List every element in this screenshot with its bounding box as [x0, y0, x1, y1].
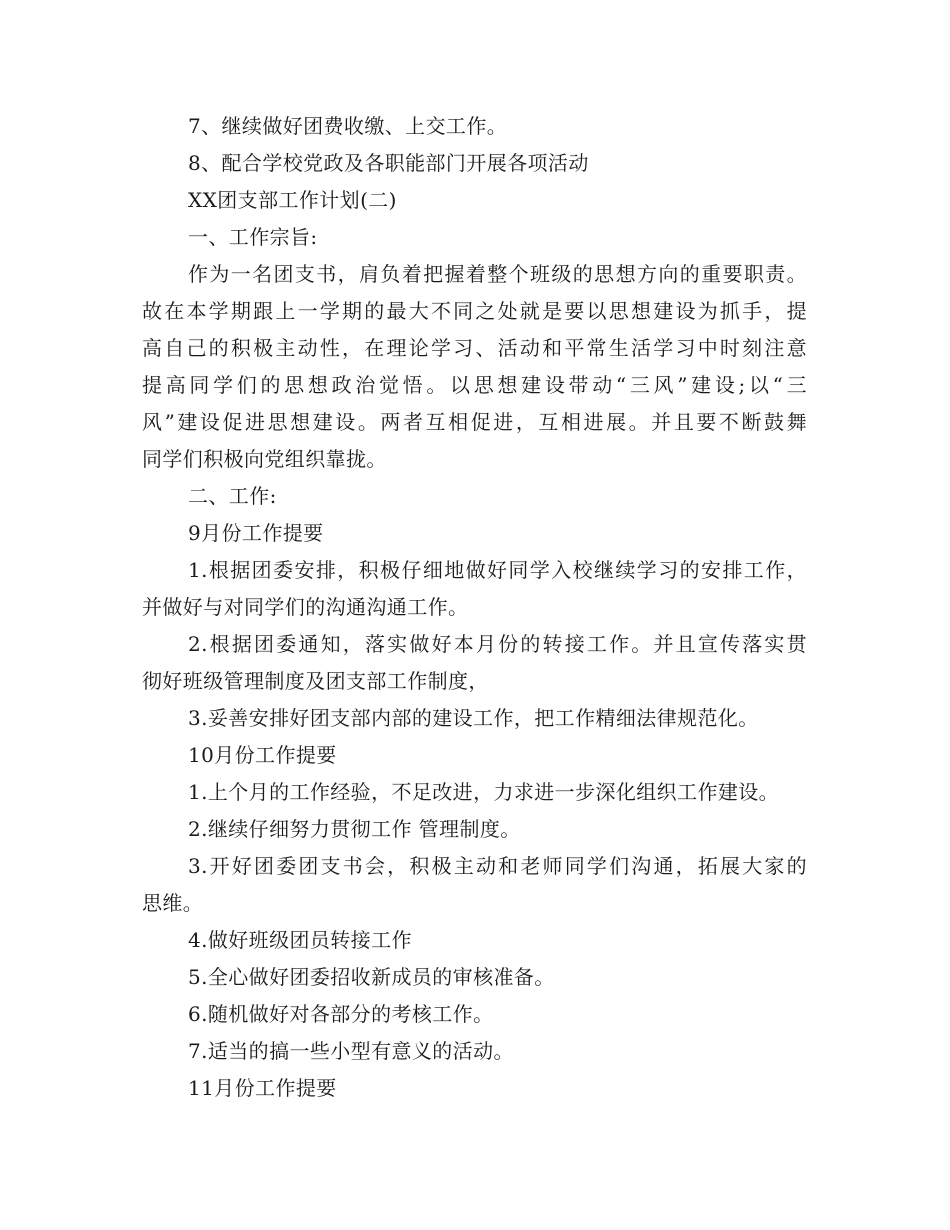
paragraph-line: 提高同学们的思想政治觉悟。以思想建设带动“三风”建设;以“三 [142, 373, 807, 397]
month-heading: 11月份工作提要 [188, 1076, 337, 1100]
paragraph-line: 高自己的积极主动性，在理论学习、活动和平常生活学习中时刻注意 [142, 336, 807, 360]
list-item-line: 6.随机做好对各部分的考核工作。 [188, 1002, 494, 1026]
paragraph-line: 同学们积极向党组织靠拢。 [142, 447, 387, 471]
list-item-line: 2.继续仔细努力贯彻工作 管理制度。 [188, 817, 521, 841]
list-item-line: 2.根据团委通知，落实做好本月份的转接工作。并且宣传落实贯 [188, 632, 807, 656]
list-item-line: 7.适当的搞一些小型有意义的活动。 [188, 1039, 514, 1063]
list-item-line: 1.上个月的工作经验，不足改进，力求进一步深化组织工作建设。 [188, 780, 780, 804]
paragraph-line: 7、继续做好团费收缴、上交工作。 [188, 114, 508, 138]
section-heading: 二、工作: [188, 484, 277, 508]
list-item-line: 1.根据团委安排，积极仔细地做好同学入校继续学习的安排工作， [188, 558, 807, 582]
month-heading: 10月份工作提要 [188, 743, 337, 767]
list-item-line: 5.全心做好团委招收新成员的审核准备。 [188, 965, 555, 989]
document-body [142, 108, 807, 1107]
section-heading: 一、工作宗旨: [188, 225, 318, 249]
list-item-line: 思维。 [142, 891, 204, 915]
section-title: XX团支部工作计划(二) [188, 188, 397, 212]
month-heading: 9月份工作提要 [188, 521, 324, 545]
paragraph-line: 故在本学期跟上一学期的最大不同之处就是要以思想建设为抓手，提 [142, 299, 807, 323]
list-item-line: 并做好与对同学们的沟通沟通工作。 [142, 595, 469, 619]
list-item-line: 3.妥善安排好团支部内部的建设工作，把工作精细法律规范化。 [188, 706, 759, 730]
list-item-line: 4.做好班级团员转接工作 [188, 928, 412, 952]
paragraph-line: 作为一名团支书，肩负着把握着整个班级的思想方向的重要职责。 [188, 262, 807, 286]
paragraph-line: 8、配合学校党政及各职能部门开展各项活动 [188, 151, 589, 175]
list-item-line: 彻好班级管理制度及团支部工作制度， [142, 669, 489, 693]
list-item-line: 3.开好团委团支书会，积极主动和老师同学们沟通，拓展大家的 [188, 854, 807, 878]
paragraph-line: 风”建设促进思想建设。两者互相促进，互相进展。并且要不断鼓舞 [142, 410, 807, 434]
